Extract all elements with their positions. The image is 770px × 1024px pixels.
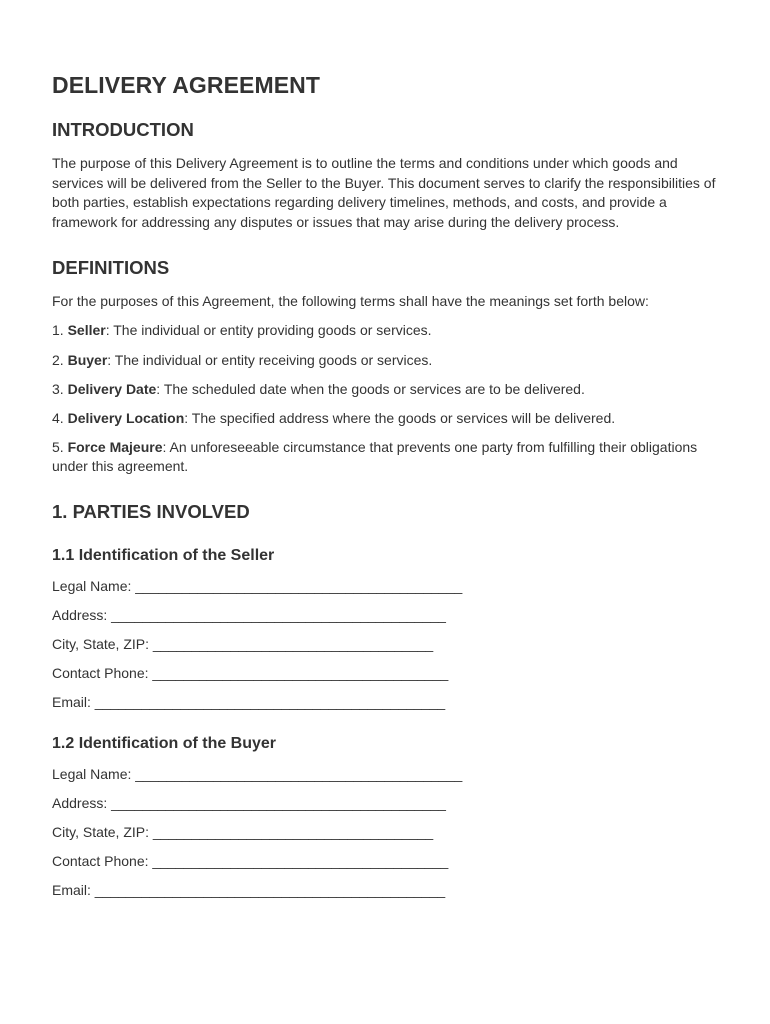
definition-item-buyer bbox=[52, 351, 722, 371]
buyer-city-state-zip-field[interactable]: City, State, ZIP: ____________________________________ bbox=[52, 823, 434, 840]
introduction-heading: INTRODUCTION bbox=[52, 119, 194, 140]
document-page bbox=[52, 68, 722, 900]
definition-item-delivery-date bbox=[52, 380, 722, 400]
definition-text: : The specified address where the goods or services will be delivered. bbox=[184, 409, 616, 426]
buyer-identification-heading: 1.2 Identification of the Buyer bbox=[52, 734, 277, 752]
seller-address-field[interactable]: Address: ___________________________________________ bbox=[52, 607, 446, 624]
definition-term: Delivery Date bbox=[67, 380, 157, 397]
definition-text: : The individual or entity providing goods or services. bbox=[105, 322, 432, 339]
definition-term: Force Majeure bbox=[67, 438, 163, 455]
definition-term: Delivery Location bbox=[67, 409, 185, 426]
buyer-address-field[interactable]: Address: ___________________________________________ bbox=[52, 794, 446, 811]
definition-item-seller bbox=[52, 321, 722, 341]
introduction-text: The purpose of this Delivery Agreement is to outline the terms and conditions under which goods and services will be delivered from the Seller to the Buyer. This document serves to clarify the responsibilities of both parties, establish expectations regarding delivery timelines, methods, and costs, and provide a framework for addressing any disputes or issues that may arise during the delivery process. bbox=[52, 155, 716, 230]
definition-item-force-majeure bbox=[52, 438, 722, 477]
buyer-email-field[interactable]: Email: _____________________________________________ bbox=[52, 881, 446, 898]
buyer-legal-name-field[interactable]: Legal Name: __________________________________________ bbox=[52, 765, 463, 782]
seller-contact-phone-field[interactable]: Contact Phone: ______________________________________ bbox=[52, 664, 449, 681]
definition-text: : The individual or entity receiving goods or services. bbox=[107, 351, 433, 368]
definitions-heading: DEFINITIONS bbox=[52, 257, 170, 279]
seller-email-field[interactable]: Email: _____________________________________________ bbox=[52, 693, 446, 710]
seller-city-state-zip-field[interactable]: City, State, ZIP: ____________________________________ bbox=[52, 636, 434, 652]
definition-text: : The scheduled date when the goods or services are to be delivered. bbox=[156, 380, 585, 397]
definition-number: 2. bbox=[52, 351, 68, 368]
seller-identification-heading: 1.1 Identification of the Seller bbox=[52, 547, 275, 565]
definition-term: Seller bbox=[67, 322, 106, 339]
definition-number: 1. bbox=[52, 322, 68, 339]
definition-number: 5. bbox=[52, 438, 68, 455]
seller-legal-name-field[interactable]: Legal Name: __________________________________________ bbox=[52, 578, 463, 595]
definition-number: 3. bbox=[52, 380, 68, 397]
definition-term: Buyer bbox=[67, 351, 108, 368]
parties-heading: 1. PARTIES INVOLVED bbox=[52, 501, 250, 523]
buyer-contact-phone-field[interactable]: Contact Phone: ______________________________________ bbox=[52, 852, 449, 869]
document-title: DELIVERY AGREEMENT bbox=[52, 72, 321, 98]
definition-text: : An unforeseeable circumstance that prevents one party from fulfilling their obligations under this agreement. bbox=[52, 438, 698, 475]
definitions-lead: For the purposes of this Agreement, the following terms shall have the meanings set forth below: bbox=[52, 293, 649, 310]
definition-item-delivery-location bbox=[52, 409, 722, 429]
definition-number: 4. bbox=[52, 409, 68, 426]
